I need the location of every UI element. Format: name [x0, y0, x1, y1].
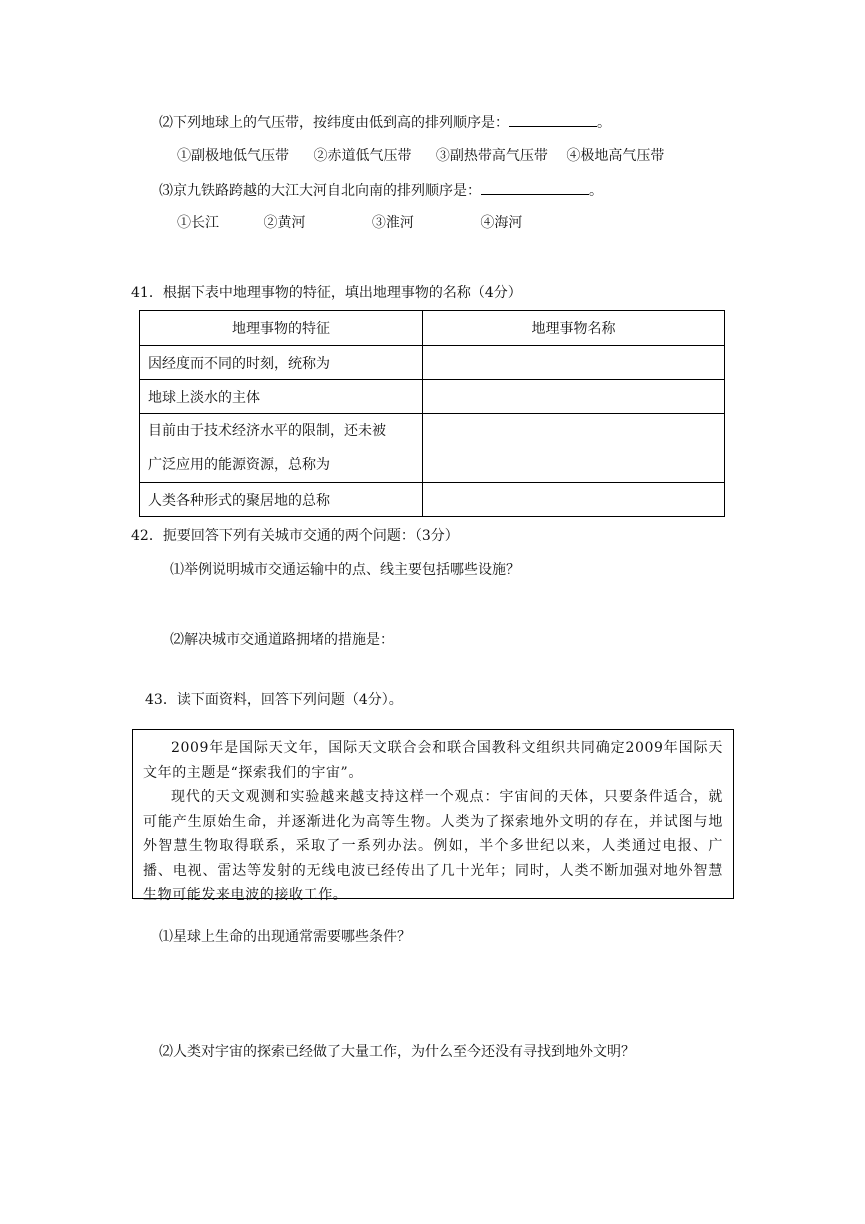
feature-cell: 地球上淡水的主体 [140, 380, 423, 414]
answer-cell[interactable] [423, 346, 725, 380]
q40-sub3-answer-blank[interactable] [481, 180, 589, 195]
answer-cell[interactable] [423, 483, 725, 517]
option-item: ②黄河 [263, 215, 306, 231]
feature-cell: 因经度而不同的时刻，统称为 [140, 346, 423, 380]
passage-paragraph: 2009年是国际天文年，国际天文联合会和联合国教科文组织共同确定2009年国际天文年的主题是“探索我们的宇宙”。 [143, 740, 723, 781]
q42-title: 42．扼要回答下列有关城市交通的两个问题：（3分） [131, 528, 459, 544]
q40-sub2-options [177, 146, 664, 166]
option-item: ③淮河 [371, 215, 414, 231]
table-row [140, 483, 725, 517]
q40-sub3-prompt: ⑶京九铁路跨越的大江大河自北向南的排列顺序是： 。 [159, 180, 603, 201]
option-item: ①长江 [177, 215, 219, 231]
feature-cell: 目前由于技术经济水平的限制，还未被 广泛应用的能源资源，总称为 [140, 414, 423, 483]
q43-title: 43．读下面资料，回答下列问题（4分）。 [145, 692, 403, 708]
option-item: ④极地高气压带 [566, 148, 665, 164]
q43-sub1: ⑴星球上生命的出现通常需要哪些条件？ [159, 929, 411, 945]
feature-cell: 人类各种形式的聚居地的总称 [140, 483, 423, 517]
table-row [140, 346, 725, 380]
q42-sub2: ⑵解决城市交通道路拥堵的措施是： [170, 632, 394, 648]
header-feature: 地理事物的特征 [140, 311, 423, 346]
q41-table [139, 310, 725, 517]
table-header-row [140, 311, 725, 346]
q43-reading-passage [132, 729, 734, 903]
answer-cell[interactable] [423, 414, 725, 483]
table-row [140, 380, 725, 414]
q40-sub2-prompt: ⑵下列地球上的气压带，按纬度由低到高的排列顺序是： 。 [159, 112, 611, 133]
q40-sub3-options [177, 213, 522, 233]
q41-title: 41．根据下表中地理事物的特征，填出地理事物的名称（4分） [131, 285, 522, 301]
answer-cell[interactable] [423, 380, 725, 414]
table-row [140, 414, 725, 483]
option-item: ②赤道低气压带 [313, 148, 412, 164]
option-item: ①副极地低气压带 [177, 148, 289, 164]
q43-sub2: ⑵人类对宇宙的探索已经做了大量工作，为什么至今还没有寻找到地外文明？ [159, 1044, 635, 1060]
header-name: 地理事物名称 [423, 311, 725, 346]
option-item: ③副热带高气压带 [435, 148, 548, 164]
q42-sub1: ⑴举例说明城市交通运输中的点、线主要包括哪些设施？ [170, 562, 520, 578]
passage-paragraph: 现代的天文观测和实验越来越支持这样一个观点：宇宙间的天体，只要条件适合，就可能产生原始生命，并逐渐进化为高等生物。人类为了探索地外文明的存在，并试图与地外智慧生物取得联系，采取了一系列办法。例如，半个多世纪以来，人类通过电报、广播、电视、雷达等发射的无线电波已经传出了几十光年；同时，人类不断加强对地外智慧生物可能发来电波的接收工作。 [143, 789, 723, 903]
option-item: ④海河 [480, 215, 523, 231]
q40-sub2-answer-blank[interactable] [509, 112, 597, 127]
